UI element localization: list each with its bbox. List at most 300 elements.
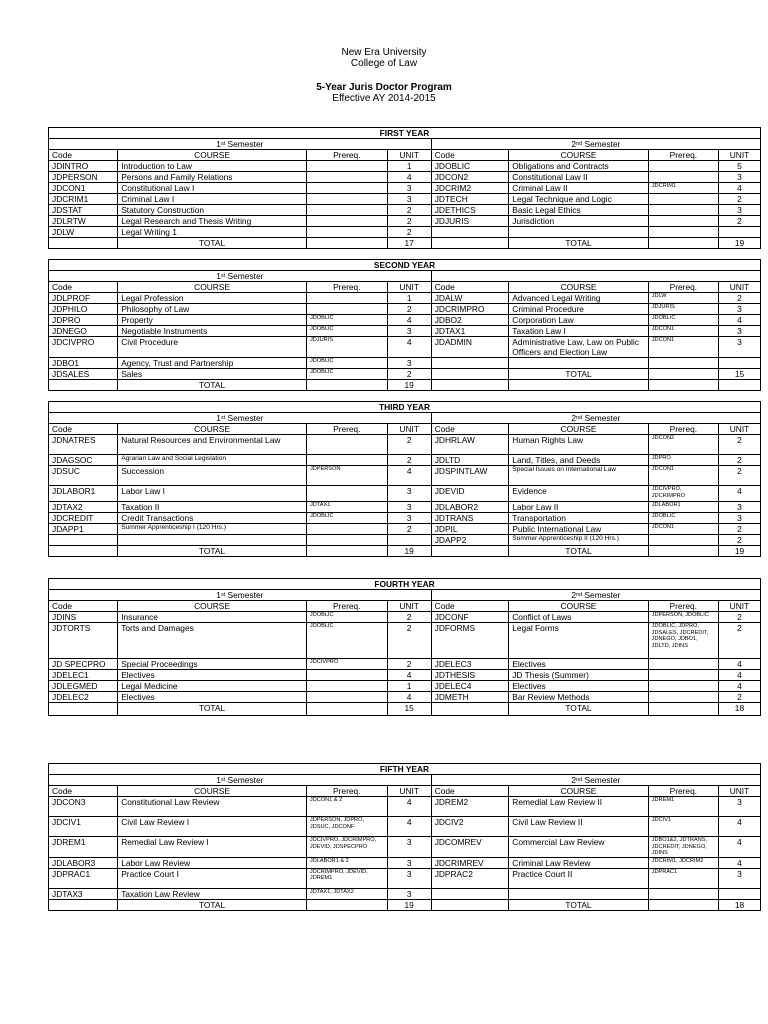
- course-code: JDSALES: [49, 369, 118, 380]
- unit: 4: [719, 183, 761, 194]
- course-code: JDINS: [49, 612, 118, 623]
- unit: 2: [718, 293, 760, 304]
- course-row: [49, 194, 761, 205]
- course-title: Persons and Family Relations: [118, 172, 307, 183]
- prerequisite: [648, 535, 718, 546]
- course-title: Constitutional Law I: [118, 183, 307, 194]
- unit: 2: [718, 623, 760, 659]
- course-title: TOTAL: [118, 238, 307, 249]
- total-row: [49, 703, 761, 716]
- unit: 3: [387, 486, 431, 502]
- column-header: Code: [49, 601, 118, 612]
- course-title: Commercial Law Review: [509, 837, 648, 858]
- course-title: Statutory Construction: [118, 205, 307, 216]
- prerequisite: [306, 486, 387, 502]
- course-title: [509, 380, 648, 391]
- course-row: [49, 857, 761, 868]
- unit: 4: [387, 797, 431, 817]
- course-code: JDLRTW: [49, 216, 118, 227]
- prerequisite: [648, 681, 718, 692]
- total-row: [49, 369, 761, 380]
- course-title: Legal Writing 1: [118, 227, 307, 238]
- course-code: JDCON1: [49, 183, 118, 194]
- course-row: [49, 817, 761, 837]
- year-table-1: [48, 127, 761, 249]
- unit: 3: [387, 513, 431, 524]
- course-code: JDSUC: [49, 466, 118, 486]
- course-row: [49, 435, 761, 455]
- course-code: [431, 238, 509, 249]
- unit: 3: [387, 326, 431, 337]
- course-title: Jurisdiction: [509, 216, 648, 227]
- course-title: Legal Profession: [118, 293, 307, 304]
- course-title: Transportation: [509, 513, 648, 524]
- course-title: Remedial Law Review II: [509, 797, 648, 817]
- unit: 3: [719, 172, 761, 183]
- year-title: SECOND YEAR: [49, 260, 761, 271]
- unit: 2: [387, 216, 431, 227]
- prerequisite: [648, 216, 718, 227]
- course-code: JDTAX2: [49, 502, 118, 513]
- course-title: Negotiable Instruments: [118, 326, 307, 337]
- course-title: Basic Legal Ethics: [509, 205, 648, 216]
- course-row: [49, 315, 761, 326]
- course-code: [431, 899, 509, 910]
- course-code: [49, 380, 118, 391]
- unit: 4: [718, 857, 760, 868]
- unit: 3: [719, 205, 761, 216]
- unit: 3: [387, 358, 431, 369]
- course-row: [49, 670, 761, 681]
- unit: 17: [387, 238, 431, 249]
- unit: 3: [387, 183, 431, 194]
- prerequisite: [306, 703, 387, 716]
- unit: 2: [387, 524, 431, 535]
- course-title: [509, 358, 648, 369]
- course-title: TOTAL: [118, 899, 307, 910]
- prerequisite: JDPRO: [648, 455, 718, 466]
- column-header: UNIT: [387, 282, 431, 293]
- course-code: JDALW: [431, 293, 509, 304]
- prerequisite: [306, 546, 387, 557]
- course-code: JD SPECPRO: [49, 659, 118, 670]
- unit: 3: [718, 304, 760, 315]
- column-header: UNIT: [718, 601, 760, 612]
- unit: 3: [387, 888, 431, 899]
- course-title: Property: [118, 315, 307, 326]
- unit: 4: [718, 837, 760, 858]
- course-title: Agency, Trust and Partnership: [118, 358, 307, 369]
- course-code: JDCREDIT: [49, 513, 118, 524]
- course-code: JDLEGMED: [49, 681, 118, 692]
- prerequisite: [306, 238, 387, 249]
- course-code: JDCRIM2: [431, 183, 509, 194]
- unit: 2: [387, 227, 431, 238]
- course-code: JDLABOR1: [49, 486, 118, 502]
- course-code: JDMETH: [431, 692, 509, 703]
- course-row: [49, 466, 761, 486]
- course-code: JDTHESIS: [431, 670, 509, 681]
- column-header: COURSE: [509, 786, 648, 797]
- prerequisite: [648, 358, 718, 369]
- column-header: Prereq.: [306, 424, 387, 435]
- column-header: Code: [431, 601, 509, 612]
- prerequisite: JDLABOR1: [648, 502, 718, 513]
- course-code: JDNEGO: [49, 326, 118, 337]
- prerequisite: [648, 205, 718, 216]
- unit: 4: [387, 315, 431, 326]
- course-title: Civil Procedure: [118, 337, 307, 358]
- course-title: Philosophy of Law: [118, 304, 307, 315]
- course-row: [49, 293, 761, 304]
- column-header: Code: [431, 424, 509, 435]
- course-code: JDCON3: [49, 797, 118, 817]
- unit: 19: [387, 546, 431, 557]
- unit: 2: [718, 612, 760, 623]
- course-title: TOTAL: [118, 380, 307, 391]
- course-title: Labor Law I: [118, 486, 307, 502]
- unit: 3: [718, 513, 760, 524]
- course-code: JDNATRES: [49, 435, 118, 455]
- semester-1-label: 1st Semester: [49, 413, 432, 424]
- prerequisite: [306, 183, 387, 194]
- university-name: New Era University: [341, 47, 427, 58]
- course-code: JDCIV1: [49, 817, 118, 837]
- course-code: [49, 546, 118, 557]
- course-title: TOTAL: [509, 238, 648, 249]
- course-title: Legal Technique and Logic: [509, 194, 648, 205]
- course-code: JDPRAC1: [49, 868, 118, 888]
- prerequisite: [306, 692, 387, 703]
- course-row: [49, 172, 761, 183]
- unit: 5: [719, 161, 761, 172]
- column-header: UNIT: [719, 150, 761, 161]
- prerequisite: JDLW: [648, 293, 718, 304]
- unit: 3: [718, 502, 760, 513]
- column-header: COURSE: [118, 424, 307, 435]
- total-row: [49, 899, 761, 910]
- prerequisite: JDTAX1: [306, 502, 387, 513]
- column-header: Code: [49, 424, 118, 435]
- prerequisite: [648, 703, 718, 716]
- prerequisite: [306, 205, 387, 216]
- course-code: [431, 227, 509, 238]
- course-code: JDREM1: [49, 837, 118, 858]
- total-row: [49, 238, 761, 249]
- course-title: Constitutional Law II: [509, 172, 648, 183]
- prerequisite: [306, 304, 387, 315]
- column-header: COURSE: [509, 424, 648, 435]
- prerequisite: JDOBLIC, JDPRO, JDSALES, JDCREDIT, JDNEGO, JDBO1, JDLTD, JDINS: [648, 623, 718, 659]
- unit: 4: [387, 670, 431, 681]
- year-title: FIRST YEAR: [49, 128, 761, 139]
- unit: 2: [387, 623, 431, 659]
- course-title: Taxation Law I: [509, 326, 648, 337]
- course-title: Sales: [118, 369, 307, 380]
- unit: [719, 227, 761, 238]
- course-title: Special Proceedings: [118, 659, 307, 670]
- prerequisite: JDCIVPRO: [306, 659, 387, 670]
- unit: 18: [718, 899, 760, 910]
- prerequisite: JDCON1: [648, 326, 718, 337]
- unit: 4: [387, 692, 431, 703]
- column-header: Prereq.: [648, 282, 718, 293]
- course-row: [49, 623, 761, 659]
- prerequisite: JDBO1&2, JDTRANS, JDCREDIT, JDNEGO, JDINS: [648, 837, 718, 858]
- column-header: COURSE: [509, 150, 648, 161]
- course-row: [49, 837, 761, 858]
- semester-2-label: 2nd Semester: [431, 590, 760, 601]
- course-code: [431, 703, 509, 716]
- unit: 4: [718, 817, 760, 837]
- course-title: Bar Review Methods: [509, 692, 648, 703]
- course-title: Electives: [509, 659, 648, 670]
- course-row: [49, 612, 761, 623]
- course-row: [49, 486, 761, 502]
- course-code: JDTECH: [431, 194, 509, 205]
- column-header: UNIT: [387, 424, 431, 435]
- unit: [387, 535, 431, 546]
- course-title: Insurance: [118, 612, 307, 623]
- unit: 3: [718, 868, 760, 888]
- course-code: JDTAX1: [431, 326, 509, 337]
- unit: 1: [387, 681, 431, 692]
- unit: 2: [718, 466, 760, 486]
- column-header: Code: [431, 786, 509, 797]
- course-row: [49, 205, 761, 216]
- course-row: [49, 216, 761, 227]
- unit: 2: [387, 205, 431, 216]
- course-title: TOTAL: [509, 546, 648, 557]
- column-header: Prereq.: [306, 282, 387, 293]
- course-title: Labor Law II: [509, 502, 648, 513]
- unit: 19: [387, 899, 431, 910]
- column-header: COURSE: [509, 601, 648, 612]
- course-code: [49, 535, 118, 546]
- prerequisite: JDOBLIC: [306, 369, 387, 380]
- semester-2-label: 2nd Semester: [431, 775, 760, 786]
- prerequisite: JDOBLIC: [306, 513, 387, 524]
- course-code: [49, 899, 118, 910]
- unit: 2: [718, 524, 760, 535]
- course-title: Conflict of Laws: [509, 612, 648, 623]
- prerequisite: JDPERSON, JDOBLIC: [648, 612, 718, 623]
- unit: 2: [719, 216, 761, 227]
- year-table-5: [48, 763, 761, 911]
- unit: 4: [387, 172, 431, 183]
- course-code: JDREM2: [431, 797, 509, 817]
- course-title: Administrative Law, Law on Public Officers and Election Law: [509, 337, 648, 358]
- prerequisite: JDCRIM1, JDCRIM2: [648, 857, 718, 868]
- unit: 4: [718, 486, 760, 502]
- course-code: JDADMIN: [431, 337, 509, 358]
- column-header: Code: [49, 150, 118, 161]
- prerequisite: [648, 380, 718, 391]
- unit: 4: [718, 315, 760, 326]
- course-code: JDTORTS: [49, 623, 118, 659]
- course-code: [431, 358, 509, 369]
- prerequisite: [648, 227, 718, 238]
- course-row: [49, 888, 761, 899]
- unit: 4: [718, 659, 760, 670]
- prerequisite: JDOBLIC: [306, 358, 387, 369]
- prerequisite: [306, 435, 387, 455]
- prerequisite: JDOBLIC: [306, 612, 387, 623]
- course-row: [49, 535, 761, 546]
- course-code: JDETHICS: [431, 205, 509, 216]
- unit: 2: [718, 455, 760, 466]
- course-code: JDLABOR3: [49, 857, 118, 868]
- course-title: Agrarian Law and Social Legislation: [118, 455, 307, 466]
- column-header: COURSE: [118, 150, 307, 161]
- course-title: TOTAL: [509, 369, 648, 380]
- course-row: [49, 502, 761, 513]
- prerequisite: [306, 161, 387, 172]
- prerequisite: [648, 238, 718, 249]
- course-title: Summer Apprenticeship II (120 Hrs.): [509, 535, 648, 546]
- course-title: Taxation Law Review: [118, 888, 307, 899]
- course-code: JDELEC1: [49, 670, 118, 681]
- unit: 2: [387, 659, 431, 670]
- prerequisite: [306, 455, 387, 466]
- column-header: UNIT: [387, 150, 431, 161]
- course-code: JDCONF: [431, 612, 509, 623]
- course-title: TOTAL: [118, 546, 307, 557]
- course-title: [509, 888, 648, 899]
- column-header: COURSE: [118, 282, 307, 293]
- prerequisite: JDCIVPRO, JDCRIMPRO, JDEVID, JDSPECPRO: [306, 837, 387, 858]
- course-row: [49, 513, 761, 524]
- course-row: [49, 797, 761, 817]
- column-header: Prereq.: [648, 150, 718, 161]
- course-title: Practice Court II: [509, 868, 648, 888]
- prerequisite: JDJURIS: [306, 337, 387, 358]
- prerequisite: [306, 681, 387, 692]
- course-title: Electives: [118, 670, 307, 681]
- prerequisite: JDOBLIC: [306, 315, 387, 326]
- course-row: [49, 681, 761, 692]
- course-code: JDBO1: [49, 358, 118, 369]
- course-code: JDAGSOC: [49, 455, 118, 466]
- unit: 4: [718, 670, 760, 681]
- unit: 3: [387, 502, 431, 513]
- course-code: JDAPP1: [49, 524, 118, 535]
- course-code: [431, 369, 509, 380]
- course-title: Labor Law Review: [118, 857, 307, 868]
- course-code: JDPHILO: [49, 304, 118, 315]
- prerequisite: JDREM1: [648, 797, 718, 817]
- course-code: JDSPINTLAW: [431, 466, 509, 486]
- column-header: Prereq.: [306, 150, 387, 161]
- program-title: 5-Year Juris Doctor Program: [316, 82, 452, 93]
- course-title: TOTAL: [509, 703, 648, 716]
- course-code: JDHRLAW: [431, 435, 509, 455]
- course-code: JDINTRO: [49, 161, 118, 172]
- effective-year: Effective AY 2014-2015: [332, 93, 436, 104]
- unit: 4: [387, 466, 431, 486]
- course-code: JDCRIM1: [49, 194, 118, 205]
- semester-1-label: 1st Semester: [49, 590, 432, 601]
- course-row: [49, 227, 761, 238]
- course-title: Electives: [118, 692, 307, 703]
- course-title: Civil Law Review II: [509, 817, 648, 837]
- course-row: [49, 524, 761, 535]
- course-title: Special Issues on International Law: [509, 466, 648, 486]
- year-table-4: [48, 578, 761, 716]
- column-header: UNIT: [718, 424, 760, 435]
- prerequisite: JDCON1 & 2: [306, 797, 387, 817]
- course-title: Introduction to Law: [118, 161, 307, 172]
- unit: [718, 380, 760, 391]
- unit: 15: [387, 703, 431, 716]
- semester-1-label: 1st Semester: [49, 271, 432, 282]
- course-code: JDCRIMPRO: [431, 304, 509, 315]
- course-code: [431, 888, 509, 899]
- prerequisite: JDJURIS: [648, 304, 718, 315]
- course-code: JDCRIMREV: [431, 857, 509, 868]
- semester-1-label: 1st Semester: [49, 139, 432, 150]
- prerequisite: [306, 380, 387, 391]
- course-row: [49, 326, 761, 337]
- course-code: JDTRANS: [431, 513, 509, 524]
- unit: 3: [387, 194, 431, 205]
- prerequisite: JDCON2: [648, 435, 718, 455]
- course-code: JDCIV2: [431, 817, 509, 837]
- course-title: Practice Court I: [118, 868, 307, 888]
- course-code: JDPIL: [431, 524, 509, 535]
- unit: [718, 888, 760, 899]
- course-code: JDPRAC2: [431, 868, 509, 888]
- course-title: Obligations and Contracts: [509, 161, 648, 172]
- course-title: TOTAL: [509, 899, 648, 910]
- course-row: [49, 304, 761, 315]
- unit: 2: [387, 612, 431, 623]
- course-title: Legal Forms: [509, 623, 648, 659]
- column-header: COURSE: [118, 601, 307, 612]
- course-title: Credit Transactions: [118, 513, 307, 524]
- prerequisite: JDOBLIC: [306, 326, 387, 337]
- course-title: [118, 535, 307, 546]
- unit: 4: [387, 817, 431, 837]
- prerequisite: [306, 216, 387, 227]
- prerequisite: [648, 194, 718, 205]
- unit: 15: [718, 369, 760, 380]
- prerequisite: [648, 692, 718, 703]
- prerequisite: [648, 670, 718, 681]
- course-title: Legal Research and Thesis Writing: [118, 216, 307, 227]
- course-title: Criminal Procedure: [509, 304, 648, 315]
- unit: 2: [719, 194, 761, 205]
- semester-2-label: 2nd Semester: [431, 413, 760, 424]
- course-code: JDAPP2: [431, 535, 509, 546]
- unit: 2: [387, 369, 431, 380]
- course-title: Constitutional Law Review: [118, 797, 307, 817]
- course-code: JDLTD: [431, 455, 509, 466]
- column-header: Prereq.: [306, 786, 387, 797]
- year-title: THIRD YEAR: [49, 402, 761, 413]
- course-title: Electives: [509, 681, 648, 692]
- column-header: Prereq.: [648, 424, 718, 435]
- course-code: [431, 546, 509, 557]
- prerequisite: JDCON1: [648, 337, 718, 358]
- column-header: Code: [431, 282, 509, 293]
- unit: 3: [718, 337, 760, 358]
- column-header: UNIT: [387, 786, 431, 797]
- course-title: [509, 227, 648, 238]
- course-code: JDCOMREV: [431, 837, 509, 858]
- column-header: Prereq.: [648, 601, 718, 612]
- prerequisite: [648, 888, 718, 899]
